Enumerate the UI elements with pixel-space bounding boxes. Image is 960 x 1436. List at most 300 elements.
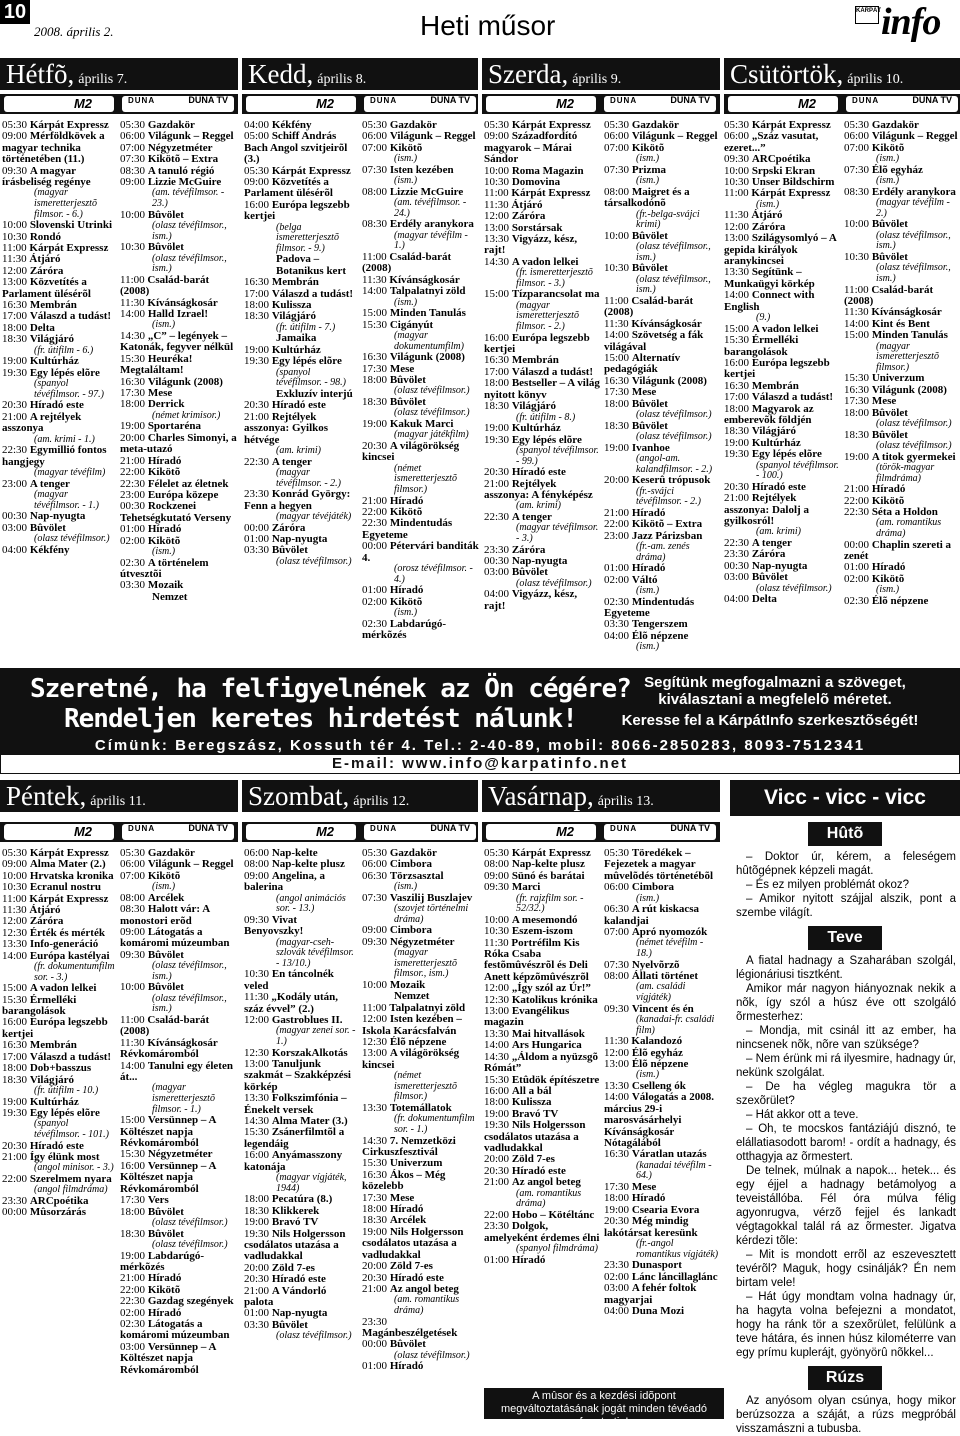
program-title: Vivat Benyovszky!: [244, 913, 304, 938]
program-time: 15:30: [2, 993, 30, 1006]
program-title: Kikötõ: [871, 141, 905, 154]
program-title: Nemzet: [394, 990, 430, 1003]
program-time: 14:30: [120, 330, 148, 343]
program-time: 22:30: [244, 455, 272, 468]
program-time: 09:30: [484, 881, 512, 894]
program-title: Gazdakör: [147, 119, 195, 131]
program-time: 10:30: [244, 968, 272, 981]
program-time: 23:30: [244, 488, 272, 501]
program-time: 09:00: [244, 869, 272, 882]
program-title: Európa kastélyai: [29, 949, 110, 962]
program-item: [724, 449, 840, 482]
program-item: [2, 1207, 116, 1218]
program-title: Alternatív pedagógiák: [604, 352, 681, 376]
program-title: Váltó: [631, 573, 658, 586]
joke-paragraph: Amikor már nagyon hiányoznak nekik a nõk, így szól a húsz éve ott szolgáló õrmesterhez:: [736, 983, 956, 1023]
program-title: Sünó és barátai: [511, 869, 585, 882]
program-item: [362, 143, 480, 165]
program-item: [484, 131, 600, 165]
schedule-sunday-m2: [484, 848, 600, 1386]
joke-paragraph: – Oh, te mocskos fantáziájú disznó, te elállatiasodott barom! - ordít a hadnagy, és otthagyja az õrmestert.: [736, 1123, 956, 1163]
program-item: [604, 330, 720, 353]
program-note: (olasz tévéfilmsor.): [394, 385, 470, 397]
program-item: [120, 399, 238, 421]
program-title: Élõ egyház: [871, 163, 923, 176]
program-title: A tanuló régió: [147, 164, 215, 177]
program-title: Mese: [147, 387, 173, 400]
program-time: 18:30: [844, 428, 872, 441]
program-title: Kultúrház: [511, 422, 561, 435]
program-title: Kívánságkosár: [389, 273, 460, 286]
program-time: 05:30: [2, 119, 30, 131]
program-time: 06:30: [362, 869, 390, 882]
program-title: Élõ népzene: [871, 594, 929, 607]
program-time: 09:30: [244, 913, 272, 926]
joke-paragraph: – Mondja, mit csinál itt az ember, ha nincsenek nõk, nõre van szüksége?: [736, 1025, 956, 1051]
program-time: 21:00: [484, 1176, 512, 1189]
program-time: 22:00: [844, 494, 872, 507]
program-time: 14:00: [844, 317, 872, 330]
program-title: Bravó TV: [271, 1216, 319, 1229]
advertisement-banner: [0, 668, 960, 774]
program-title: Tanuljunk szakmát – Szakképzési körkép: [244, 1058, 351, 1093]
program-time: 07:00: [120, 869, 148, 882]
program-time: 06:00: [724, 130, 752, 143]
program-item: [604, 1092, 720, 1149]
program-title: Tengerszem: [631, 618, 688, 631]
program-time: 19:30: [244, 355, 272, 368]
program-title: Mese: [389, 1191, 415, 1204]
program-title: Kikötõ: [871, 572, 905, 585]
program-title: Lizzie McGuire: [389, 185, 464, 198]
program-title: A tenger: [751, 536, 792, 549]
program-item: [2, 166, 116, 221]
program-title: Portréfilm Kis Róka Csaba festõmûvészrõl és Deli Anett képzõmûvészrõl: [484, 936, 589, 983]
channel-bar: [482, 822, 720, 842]
program-time: 11:30: [362, 273, 390, 286]
program-time: 07:00: [604, 926, 632, 939]
program-title: Kívánságkosár: [871, 306, 942, 319]
program-title: Bûvölet: [271, 544, 308, 557]
program-title: Válaszd a tudást!: [271, 287, 354, 300]
program-time: 17:00: [724, 391, 752, 404]
program-title: Cselleng ók: [631, 1080, 686, 1093]
program-time: 02:00: [120, 534, 148, 547]
program-time: 04:00: [724, 593, 752, 606]
program-title: Heuréka! Megtaláltam!: [120, 352, 193, 377]
program-time: 23:30: [724, 548, 752, 561]
program-note: (olasz tévéfilmsor.): [34, 532, 110, 544]
program-time: 03:00: [724, 571, 752, 584]
program-title: Híradó: [389, 1360, 424, 1373]
program-time: 05:30: [120, 847, 148, 859]
program-time: 06:00: [120, 130, 148, 143]
m2-logo: M2: [486, 96, 596, 112]
program-item: [244, 412, 358, 457]
program-time: 01:00: [484, 1253, 512, 1266]
program-title: Kulissza: [271, 299, 312, 312]
ad-headline-2: Rendeljen keretes hirdetést nálunk!: [64, 704, 577, 734]
program-time: 10:30: [484, 925, 512, 938]
program-time: 05:30: [724, 119, 752, 131]
program-title: Alma Mater (3.): [271, 1115, 348, 1128]
program-item: [604, 296, 720, 319]
program-time: 15:00: [844, 329, 872, 342]
program-item: [484, 479, 600, 512]
program-title: Prizma: [631, 163, 667, 176]
program-item: [844, 540, 960, 563]
program-title: A vadon lelkei: [29, 982, 97, 995]
program-title: Charles Simonyi, a meta-utazó: [120, 431, 237, 456]
program-title: Híradó este: [389, 1271, 444, 1284]
program-item: [362, 419, 480, 441]
program-time: 13:00: [244, 1058, 272, 1071]
program-time: 16:00: [120, 1159, 148, 1172]
program-item: [120, 1015, 238, 1038]
program-item: [724, 267, 840, 290]
program-time: 14:00: [2, 949, 30, 962]
program-time: 21:00: [604, 506, 632, 519]
day-header-monday: Hétfõ, április 7.: [0, 58, 238, 90]
program-time: 19:00: [2, 355, 30, 368]
program-title: „Így szól az Úr!”: [511, 982, 591, 995]
program-title: Kikötõ: [147, 466, 181, 479]
program-time: 09:00: [244, 176, 272, 189]
program-time: 05:30: [362, 847, 390, 859]
program-time: 08:30: [844, 185, 872, 198]
program-title: Slovenski Utrinki: [29, 219, 113, 232]
program-item: [724, 594, 840, 605]
program-title: En táncolnék veled: [244, 968, 334, 992]
schedule-wednesday-duna: [604, 120, 720, 666]
program-item: [484, 1052, 600, 1075]
program-time: 00:00: [844, 538, 872, 551]
program-title: Mindentudás Egyeteme: [362, 517, 453, 541]
program-title: A fehér foltok magyarjai: [604, 1282, 697, 1306]
program-title: A vadon lelkei: [751, 322, 819, 335]
program-time: 08:00: [604, 970, 632, 983]
program-note: (olasz tévéfilmsor.): [876, 440, 952, 452]
program-title: Bûvölet: [271, 1318, 308, 1331]
program-title: Híradó: [389, 494, 424, 507]
program-time: 17:30: [120, 1194, 148, 1207]
program-title: Élõ egyház: [631, 1046, 683, 1059]
program-title: Folkszimfónia – Énekelt versek: [244, 1092, 347, 1116]
program-title: Záróra: [271, 521, 306, 534]
program-time: 10:30: [2, 881, 30, 894]
program-title: Híradó: [511, 1253, 546, 1266]
program-time: 19:30: [484, 433, 512, 446]
program-time: 02:00: [120, 1306, 148, 1319]
program-title: Bûvölet: [631, 397, 668, 410]
program-time: 17:30: [120, 387, 148, 400]
program-time: 17:30: [362, 362, 390, 375]
program-item: [362, 893, 480, 926]
program-note: (olasz tévéfilmsor.): [756, 582, 832, 594]
program-item: [2, 995, 116, 1018]
program-time: 10:30: [844, 251, 872, 263]
program-title: Híradó: [871, 483, 906, 496]
program-title: Világunk (2008): [147, 375, 223, 388]
program-title: Kikötõ: [147, 869, 181, 882]
program-time: 07:30: [844, 163, 872, 176]
program-time: 09:30: [362, 935, 390, 948]
program-time: 22:30: [120, 1295, 148, 1308]
program-time: 10:00: [2, 869, 30, 882]
program-title: Világunk – Reggel: [147, 130, 234, 143]
program-title: Cigányút: [389, 318, 434, 331]
issue-date: 2008. április 2.: [34, 24, 114, 39]
joke-title: Rúzs: [808, 1366, 882, 1390]
page-header: [0, 0, 960, 44]
program-time: 19:00: [2, 1095, 30, 1108]
program-title: Mese: [631, 1181, 657, 1194]
program-item: [2, 545, 116, 556]
program-item: [244, 1320, 358, 1342]
program-item: [362, 219, 480, 252]
program-note: (fr. útifilm - 10.): [34, 1084, 99, 1096]
program-time: 03:30: [604, 618, 632, 631]
program-item: [120, 275, 238, 298]
program-item: [2, 1108, 116, 1141]
program-title: Angelina, a balerina: [244, 869, 325, 894]
program-time: 12:30: [484, 993, 512, 1006]
program-title: Négyzetméter: [389, 935, 455, 948]
program-title: Mérföldkövek a magyar technika történetében (11.): [2, 130, 105, 166]
program-title: Félelet az életnek: [147, 477, 229, 490]
program-time: 20:30: [604, 1215, 632, 1228]
program-title: Anyámasszony katonája: [244, 1149, 343, 1173]
program-item: [604, 927, 720, 960]
program-time: 20:30: [362, 1271, 390, 1284]
program-time: 14:00: [120, 1059, 148, 1072]
program-title: Cimbora: [389, 924, 432, 937]
program-note: (német krimisor.): [152, 409, 221, 421]
program-title: ARCpoétika: [29, 1194, 89, 1207]
program-item: [484, 257, 600, 290]
program-time: 11:30: [2, 253, 30, 266]
channel-bar: [242, 94, 478, 114]
program-title: Négyzetméter: [147, 141, 213, 154]
program-title: Századfordító magyarok – Márai Sándor: [484, 130, 578, 166]
program-title: Híradó: [631, 1192, 666, 1205]
joke-paragraph: – Mit is mondott errõl az eszevesztett tevérõl? Maguk, hogy csinálják? Én nem birtam vele!: [736, 1249, 956, 1289]
program-title: Kultúrház: [29, 355, 79, 368]
program-title: Vigyázz, kész, rajt!: [484, 588, 578, 612]
program-title: Az angol beteg: [511, 1176, 581, 1189]
program-title: Válogatás a 2008. március 29-i marosvásárhelyi Kívánságkosár Nótagálából: [604, 1091, 715, 1150]
ad-address: Címünk: Beregszász, Kossuth tér 4. Tel.: 2-40-89, mobil: 8066-2850283, 8093-7512341: [1, 737, 959, 755]
program-time: 05:30: [604, 847, 632, 859]
program-title: Jazz Párizsban: [631, 529, 703, 542]
m2-logo: M2: [246, 96, 356, 112]
program-time: 18:30: [484, 400, 512, 413]
program-time: 22:00: [120, 466, 148, 479]
program-title: Váratlan utazás: [631, 1148, 707, 1161]
program-item: [844, 452, 960, 485]
program-title: Alma Mater (2.): [29, 858, 106, 871]
program-title: Hobo – Kötéltánc: [511, 1208, 595, 1221]
program-title: Chaplin szereti a zenét: [844, 538, 952, 563]
duna-tv-logo: DUNA DUNA TV: [846, 96, 958, 112]
program-title: Versünnep – A Költészet napja Révkomáromból: [120, 1114, 216, 1150]
program-time: 07:00: [844, 141, 872, 154]
program-time: 09:00: [120, 926, 148, 939]
program-time: 16:30: [362, 351, 390, 364]
program-item: [120, 536, 238, 558]
program-item: [362, 187, 480, 220]
program-time: 18:30: [244, 310, 272, 323]
program-time: 03:00: [484, 566, 512, 579]
program-time: 18:30: [362, 396, 390, 409]
program-time: 04:00: [484, 588, 512, 601]
program-time: 04:00: [604, 629, 632, 642]
program-item: [244, 1015, 358, 1048]
program-note: (fr.-svájci tévéfilmsor. - 2.): [636, 485, 701, 508]
program-time: 19:00: [244, 343, 272, 356]
program-title: Híradó: [631, 506, 666, 519]
program-time: 21:00: [724, 492, 752, 505]
program-title: Élõ népzene: [389, 1036, 447, 1049]
program-title: Család-barát (2008): [120, 273, 210, 298]
program-note: (ism.): [394, 296, 418, 308]
program-title: Kárpát Expressz: [271, 164, 351, 177]
program-time: 12:30: [244, 1046, 272, 1059]
program-time: 01:00: [844, 561, 872, 574]
program-title: Membrán: [29, 299, 77, 312]
program-note: (olasz tévéfilmsor.): [276, 1330, 352, 1342]
program-title: A világörökség kincsei: [362, 440, 460, 464]
ad-contact: [0, 736, 960, 774]
program-time: 11:30: [484, 198, 512, 211]
program-time: 20:30: [2, 1139, 30, 1152]
program-note: (olasz tévéfilmsor., ism.): [876, 229, 951, 252]
program-time: 07:30: [120, 153, 148, 166]
program-title: Segítünk – Munkaügyi körkép: [724, 266, 815, 290]
program-title: Domovina: [511, 176, 561, 189]
program-item: [362, 518, 480, 541]
program-item: [604, 575, 720, 597]
program-time: 03:00: [604, 1282, 632, 1295]
program-item: [484, 1006, 600, 1029]
program-item: [724, 233, 840, 267]
program-note: (fr.-am. zenés dráma): [636, 541, 690, 563]
program-time: 11:30: [604, 1035, 632, 1048]
program-title: Bûvölet: [147, 208, 184, 221]
program-title: Kultúrház: [29, 1095, 79, 1108]
program-title: Erdély aranykora: [871, 185, 956, 198]
program-time: 15:30: [120, 352, 148, 365]
program-time: 19:30: [724, 448, 752, 461]
program-item: [604, 475, 720, 508]
program-note: (am. krimi): [276, 444, 321, 456]
program-title: Bûvölet: [147, 1205, 184, 1218]
program-note: (ism.): [394, 175, 418, 187]
program-item: [120, 501, 238, 524]
program-time: 11:00: [844, 283, 872, 296]
program-title: Cimbora: [631, 881, 674, 894]
program-item: [362, 937, 480, 980]
program-title: Mûsorzárás: [29, 1206, 87, 1219]
program-item: [484, 567, 600, 589]
program-title: A tenger: [29, 477, 70, 490]
program-title: Kárpát Expressz: [511, 847, 591, 859]
program-title: Egy lépés elõre: [511, 433, 582, 446]
program-item: [244, 457, 358, 490]
program-title: Bûvölet: [631, 419, 668, 432]
joke-title: Hûtõ: [808, 822, 882, 846]
program-title: Kikötõ: [147, 534, 181, 547]
program-note: (am. romantikus dráma): [516, 1187, 582, 1210]
program-title: Kikötõ: [871, 494, 905, 507]
program-title: Egy lépés elõre: [271, 355, 342, 368]
program-time: 01:00: [604, 562, 632, 575]
program-time: 09:30: [604, 1002, 632, 1015]
program-title: Exkluzív interjú: [276, 387, 353, 400]
program-item: [484, 1221, 600, 1254]
program-item: [844, 187, 960, 220]
program-time: 19:00: [844, 450, 872, 463]
program-title: Világjáró: [29, 333, 75, 346]
program-time: 06:00: [362, 858, 390, 871]
program-time: 18:00: [2, 1062, 30, 1075]
program-note: (ism.): [636, 641, 660, 653]
program-title: Ars Hungarica: [511, 1039, 582, 1052]
logo-word: info: [881, 1, 941, 43]
program-item: [2, 445, 116, 478]
program-title: Arcélek: [147, 891, 185, 904]
program-title: Európa legszebb kertjei: [484, 331, 590, 356]
program-item: [604, 231, 720, 264]
m2-logo: M2: [4, 824, 114, 840]
program-time: 15:00: [484, 288, 512, 301]
program-title: A mesemondó: [511, 913, 578, 926]
program-note: (magyar ismeretterjesztõ filmsor., ism.): [394, 947, 457, 980]
program-time: 14:30: [484, 1050, 512, 1063]
program-title: A világörökség kincsei: [362, 1047, 460, 1071]
program-note: (spanyol tévéfilmsor. - 100.): [756, 459, 839, 482]
program-title: Érmelléki barangolások: [2, 993, 77, 1018]
program-title: Vers: [147, 1194, 169, 1207]
program-note: (magyar tévéfilm): [34, 466, 106, 478]
program-title: Versünnep – A Költészet napja Révkomáromból: [120, 1340, 216, 1376]
program-time: 16:00: [724, 356, 752, 369]
program-item: [2, 1075, 116, 1097]
program-note: (török-magyar filmdráma): [876, 462, 935, 484]
channel-bar: [242, 822, 478, 842]
program-time: 19:00: [362, 1225, 390, 1238]
program-note: (belga ismeretterjesztõ filmsor. - 9.): [276, 221, 339, 254]
program-time: 06:00: [244, 847, 272, 859]
program-time: 11:00: [2, 892, 30, 905]
program-title: Világunk (2008): [631, 374, 707, 387]
program-title: Kívánságkosár: [631, 317, 702, 330]
program-time: 19:00: [120, 420, 148, 433]
program-item: [362, 1170, 480, 1193]
program-time: 22:30: [120, 477, 148, 490]
program-title: Bûvölet: [511, 566, 548, 579]
program-time: 06:30: [604, 903, 632, 916]
program-item: [604, 1004, 720, 1037]
karpatinfo-logo: [855, 2, 955, 44]
program-time: 00:00: [362, 540, 390, 553]
program-time: 15:30: [484, 1073, 512, 1086]
program-item: [362, 165, 480, 187]
program-time: 10:00: [120, 208, 148, 221]
program-note: (olasz tévéfilmsor.): [516, 577, 592, 589]
program-time: 13:30: [724, 266, 752, 279]
program-time: 09:00: [484, 869, 512, 882]
